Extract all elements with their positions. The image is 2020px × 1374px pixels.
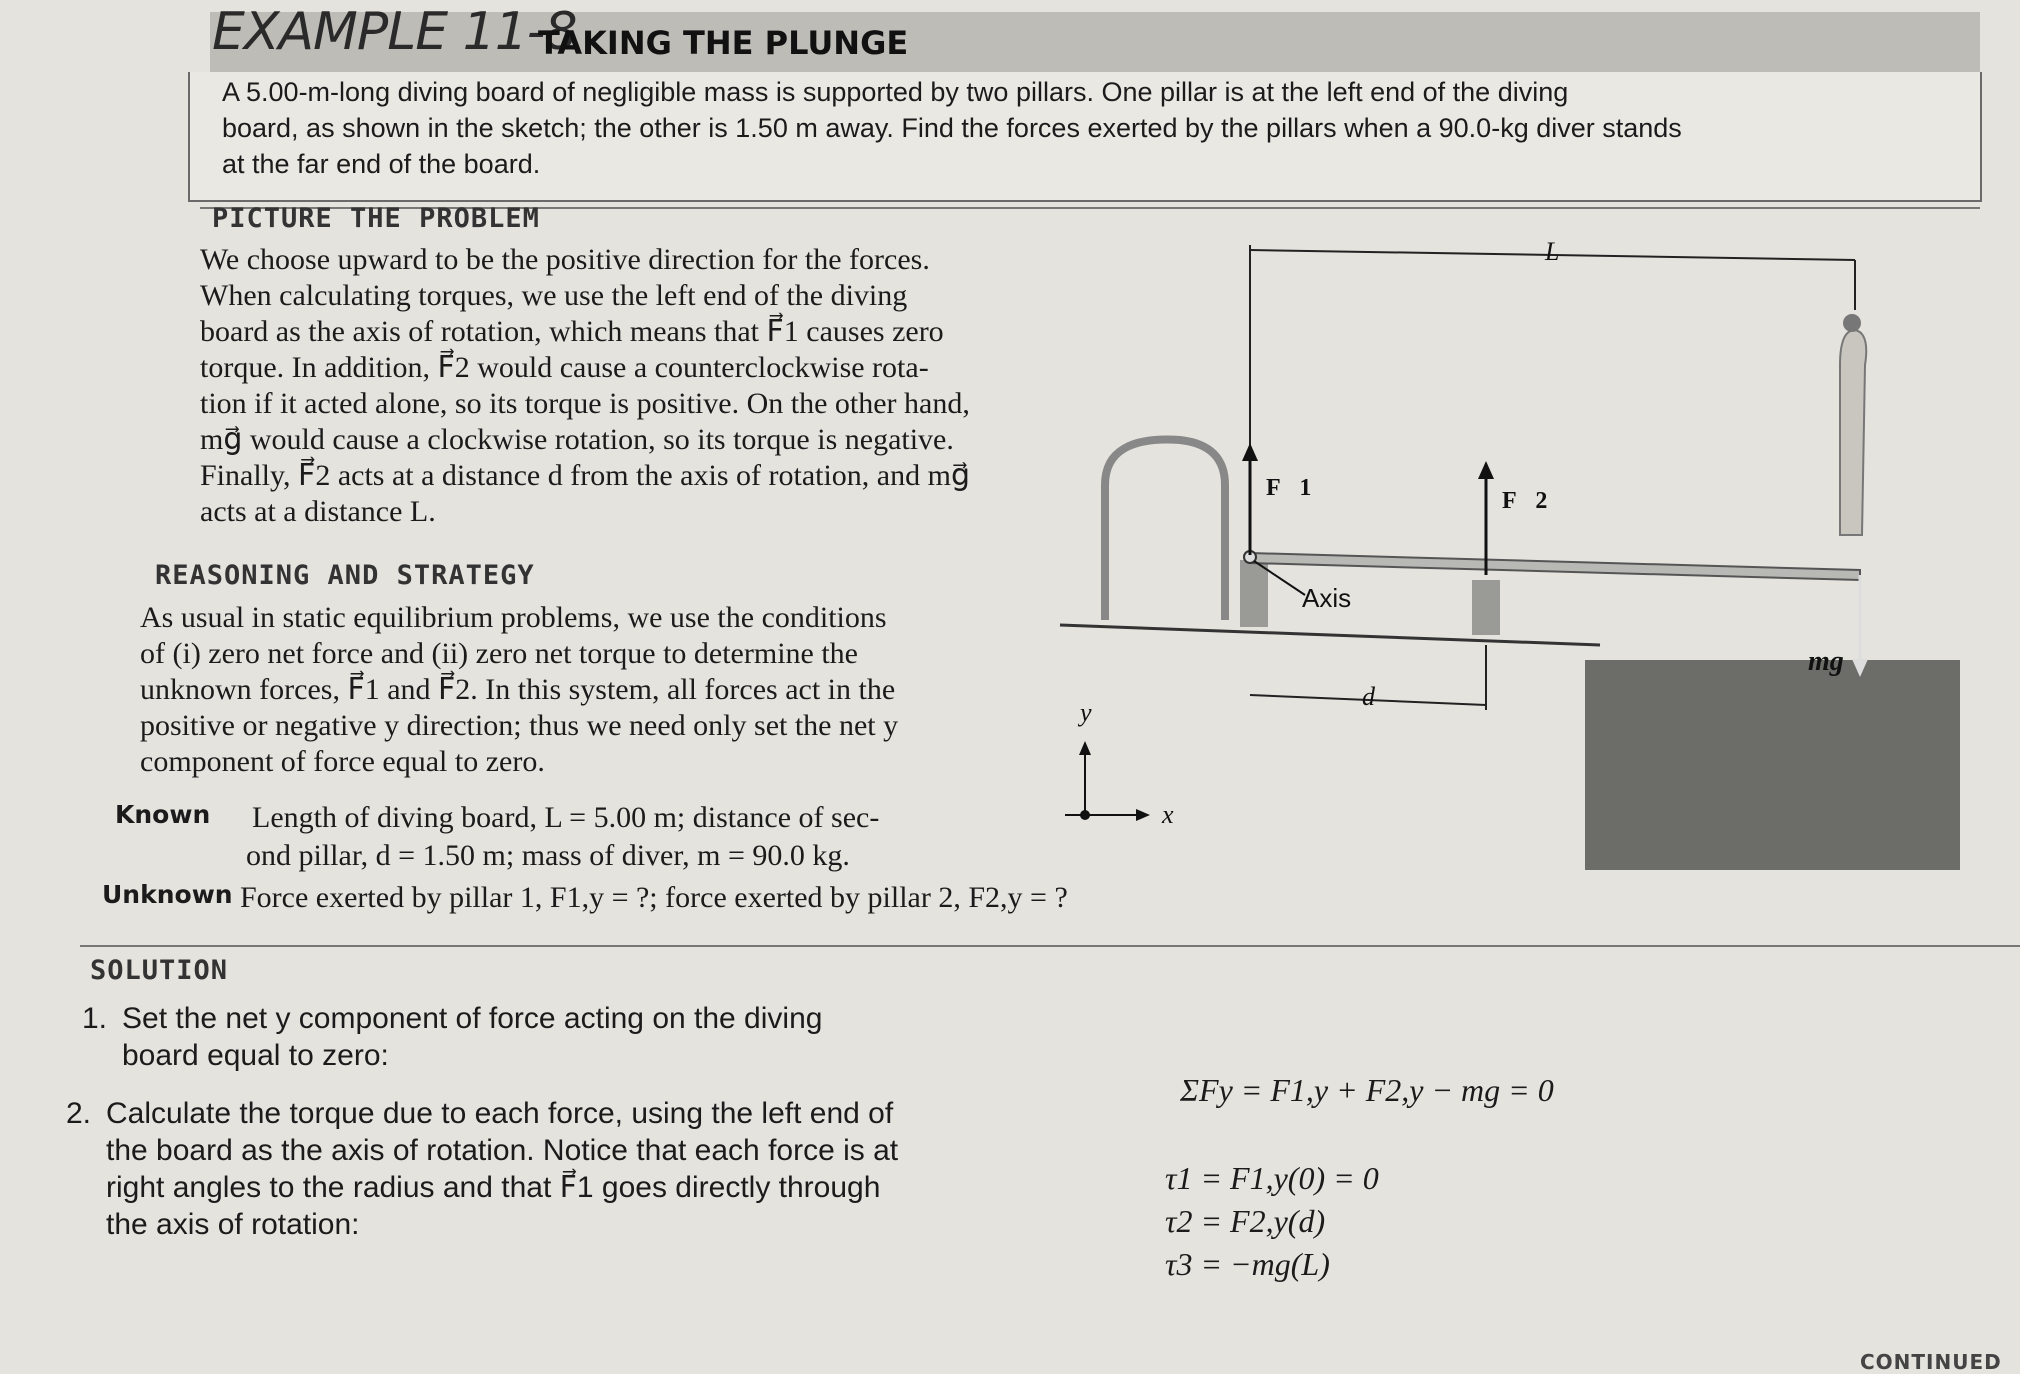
step-2-text	[106, 1095, 966, 1243]
force-f1-arrowhead	[1242, 443, 1258, 461]
y-axis-label: y	[1080, 698, 1092, 727]
force-f2-label: F⃗2	[1502, 488, 1548, 514]
problem-statement	[222, 74, 1772, 182]
y-axis-arrowhead	[1079, 741, 1091, 755]
paragraph-line: torque. In addition, F⃗2 would cause a counterclockwise rota-	[200, 351, 929, 384]
picture-heading: PICTURE THE PROBLEM	[212, 203, 540, 234]
torque-equation-2: τ2 = F2,y(d)	[1165, 1203, 1326, 1239]
continued-label: CONTINUED	[1860, 1350, 2002, 1374]
paragraph-line: When calculating torques, we use the left end of the diving	[200, 279, 908, 312]
example-number: EXAMPLE 11-8	[212, 2, 577, 62]
diving-board-diagram	[1040, 215, 1970, 875]
pool-water	[1585, 660, 1960, 870]
known-label: Known	[115, 800, 211, 829]
origin-dot	[1080, 810, 1090, 820]
diver-head	[1843, 314, 1861, 332]
axis-label: Axis	[1302, 583, 1352, 613]
known-line-2: ond pillar, d = 1.50 m; mass of diver, m = 90.0 kg.	[246, 839, 850, 872]
paragraph-line: We choose upward to be the positive direction for the forces.	[200, 243, 930, 276]
ground-line	[1060, 625, 1600, 645]
pillar-2	[1472, 580, 1500, 635]
reasoning-paragraph	[140, 600, 1020, 780]
solution-heading: SOLUTION	[90, 955, 229, 986]
paragraph-line: board as the axis of rotation, which means that F⃗1 causes zero	[200, 315, 944, 348]
paragraph-line: component of force equal to zero.	[140, 745, 545, 778]
diving-board	[1250, 553, 1860, 580]
force-equation: ΣFy = F1,y + F2,y − mg = 0	[1180, 1072, 1554, 1108]
x-axis-arrowhead	[1136, 809, 1150, 821]
paragraph-line: positive or negative y direction; thus we need only set the net y	[140, 709, 899, 742]
paragraph-line: acts at a distance L.	[200, 495, 436, 528]
step-line: right angles to the radius and that F⃗1 goes directly through	[106, 1171, 881, 1204]
unknown-text: Force exerted by pillar 1, F1,y = ?; force exerted by pillar 2, F2,y = ?	[240, 881, 1068, 914]
torque-equation-1: τ1 = F1,y(0) = 0	[1165, 1160, 1379, 1196]
step-1-text	[122, 1000, 922, 1074]
diver	[1840, 330, 1866, 535]
force-f1-label: F⃗1	[1266, 475, 1312, 501]
known-line-1: Length of diving board, L = 5.00 m; distance of sec-	[252, 801, 880, 834]
step-line: Set the net y component of force acting on the diving	[122, 1002, 823, 1035]
paragraph-line: Finally, F⃗2 acts at a distance d from the axis of rotation, and mg⃗	[200, 459, 970, 492]
statement-line: A 5.00-m-long diving board of negligible mass is supported by two pillars. One pillar is at the left end of the diving	[222, 77, 1569, 107]
distance-label: d	[1362, 682, 1375, 711]
length-label: L	[1545, 237, 1560, 266]
paragraph-line: As usual in static equilibrium problems, we use the conditions	[140, 601, 887, 634]
picture-paragraph	[200, 242, 1020, 530]
solution-divider	[80, 945, 2020, 947]
reasoning-heading: REASONING AND STRATEGY	[155, 560, 535, 591]
step-number: 2.	[66, 1097, 92, 1130]
ladder-rail	[1105, 440, 1225, 620]
force-f2-arrowhead	[1478, 461, 1494, 479]
paragraph-line: of (i) zero net force and (ii) zero net torque to determine the	[140, 637, 858, 670]
step-line: board equal to zero:	[122, 1039, 389, 1072]
x-axis-label: x	[1162, 800, 1174, 829]
weight-label: mg⃗	[1808, 646, 1866, 677]
example-title: TAKING THE PLUNGE	[538, 24, 909, 62]
step-number: 1.	[82, 1002, 108, 1035]
statement-line: board, as shown in the sketch; the other is 1.50 m away. Find the forces exerted by the pillars when a 90.0-kg diver stands	[222, 113, 1682, 143]
paragraph-line: mg⃗ would cause a clockwise rotation, so its torque is negative.	[200, 423, 954, 456]
paragraph-line: unknown forces, F⃗1 and F⃗2. In this system, all forces act in the	[140, 673, 896, 706]
unknown-label: Unknown	[102, 880, 233, 909]
torque-equation-3: τ3 = −mg(L)	[1165, 1246, 1330, 1282]
pillar-1	[1240, 560, 1268, 627]
step-line: the axis of rotation:	[106, 1208, 360, 1241]
step-line: Calculate the torque due to each force, using the left end of	[106, 1097, 894, 1130]
statement-line: at the far end of the board.	[222, 149, 541, 179]
paragraph-line: tion if it acted alone, so its torque is positive. On the other hand,	[200, 387, 970, 420]
step-line: the board as the axis of rotation. Notice that each force is at	[106, 1134, 899, 1167]
